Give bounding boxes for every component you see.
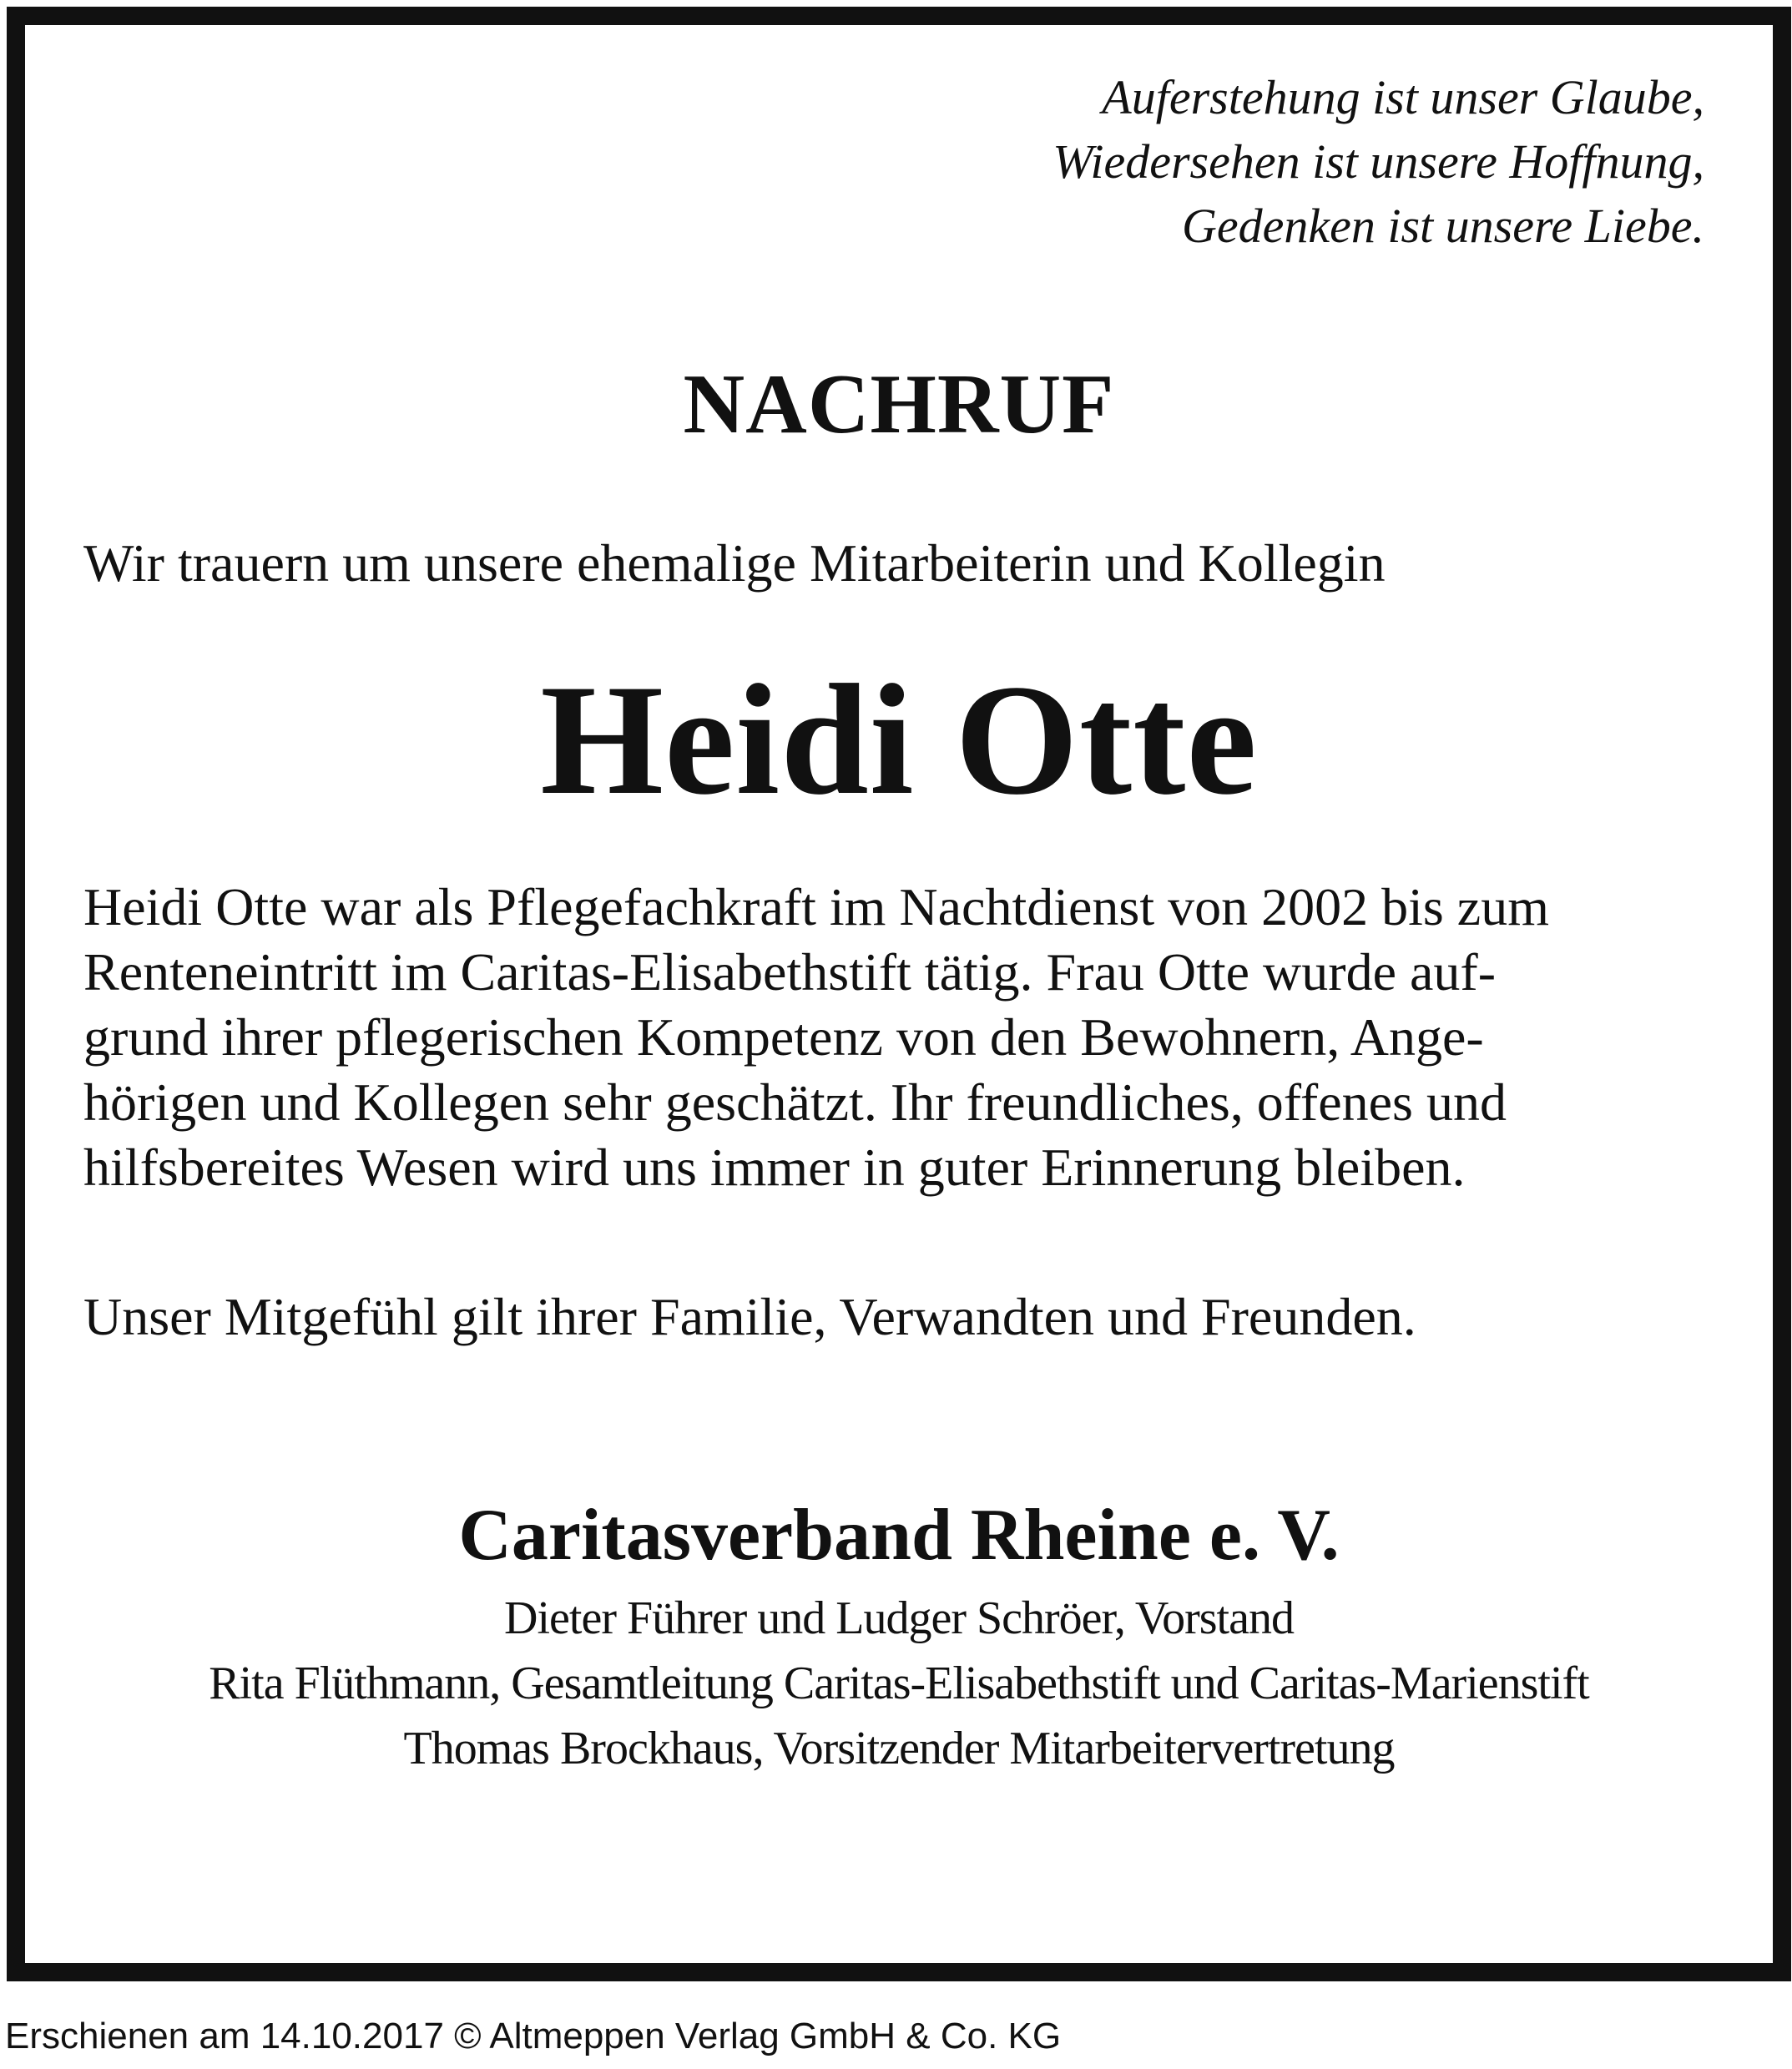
intro-text: Wir trauern um unsere ehemalige Mitarbeiterin und Kollegin xyxy=(83,533,1386,593)
organization-name: Caritasverband Rheine e. V. xyxy=(458,1495,1340,1576)
sympathy-text: Unser Mitgefühl gilt ihrer Familie, Verwandten und Freunden. xyxy=(83,1287,1416,1346)
motto-line: Wiedersehen ist unsere Hoffnung, xyxy=(1052,134,1704,189)
motto-line: Auferstehung ist unser Glaube, xyxy=(1102,70,1704,124)
motto-verse xyxy=(1052,65,1704,258)
publication-footer: Erschienen am 14.10.2017 © Altmeppen Verlag GmbH & Co. KG xyxy=(5,2016,1062,2056)
biography-text xyxy=(83,875,1549,1200)
biography-line: hörigen und Kollegen sehr geschätzt. Ihr freundliches, offenes und xyxy=(83,1072,1507,1132)
biography-line: hilfsbereites Wesen wird uns immer in guter Erinnerung bleiben. xyxy=(83,1138,1466,1197)
signatory-line: Thomas Brockhaus, Vorsitzender Mitarbeitervertretung xyxy=(403,1723,1395,1774)
deceased-name: Heidi Otte xyxy=(540,653,1258,828)
signatories-list xyxy=(25,1586,1773,1781)
obituary-frame xyxy=(7,7,1791,1981)
biography-line: grund ihrer pflegerischen Kompetenz von den Bewohnern, Ange- xyxy=(83,1007,1484,1067)
biography-line: Heidi Otte war als Pflegefachkraft im Nachtdienst von 2002 bis zum xyxy=(83,877,1549,936)
motto-line: Gedenken ist unsere Liebe. xyxy=(1182,199,1704,253)
obituary-heading: NACHRUF xyxy=(683,357,1115,452)
signatory-line: Rita Flüthmann, Gesamtleitung Caritas-Elisabethstift und Caritas-Marienstift xyxy=(209,1658,1589,1709)
biography-line: Renteneintritt im Caritas-Elisabethstift tätig. Frau Otte wurde auf- xyxy=(83,942,1496,1002)
signatory-line: Dieter Führer und Ludger Schröer, Vorstand xyxy=(504,1592,1294,1644)
